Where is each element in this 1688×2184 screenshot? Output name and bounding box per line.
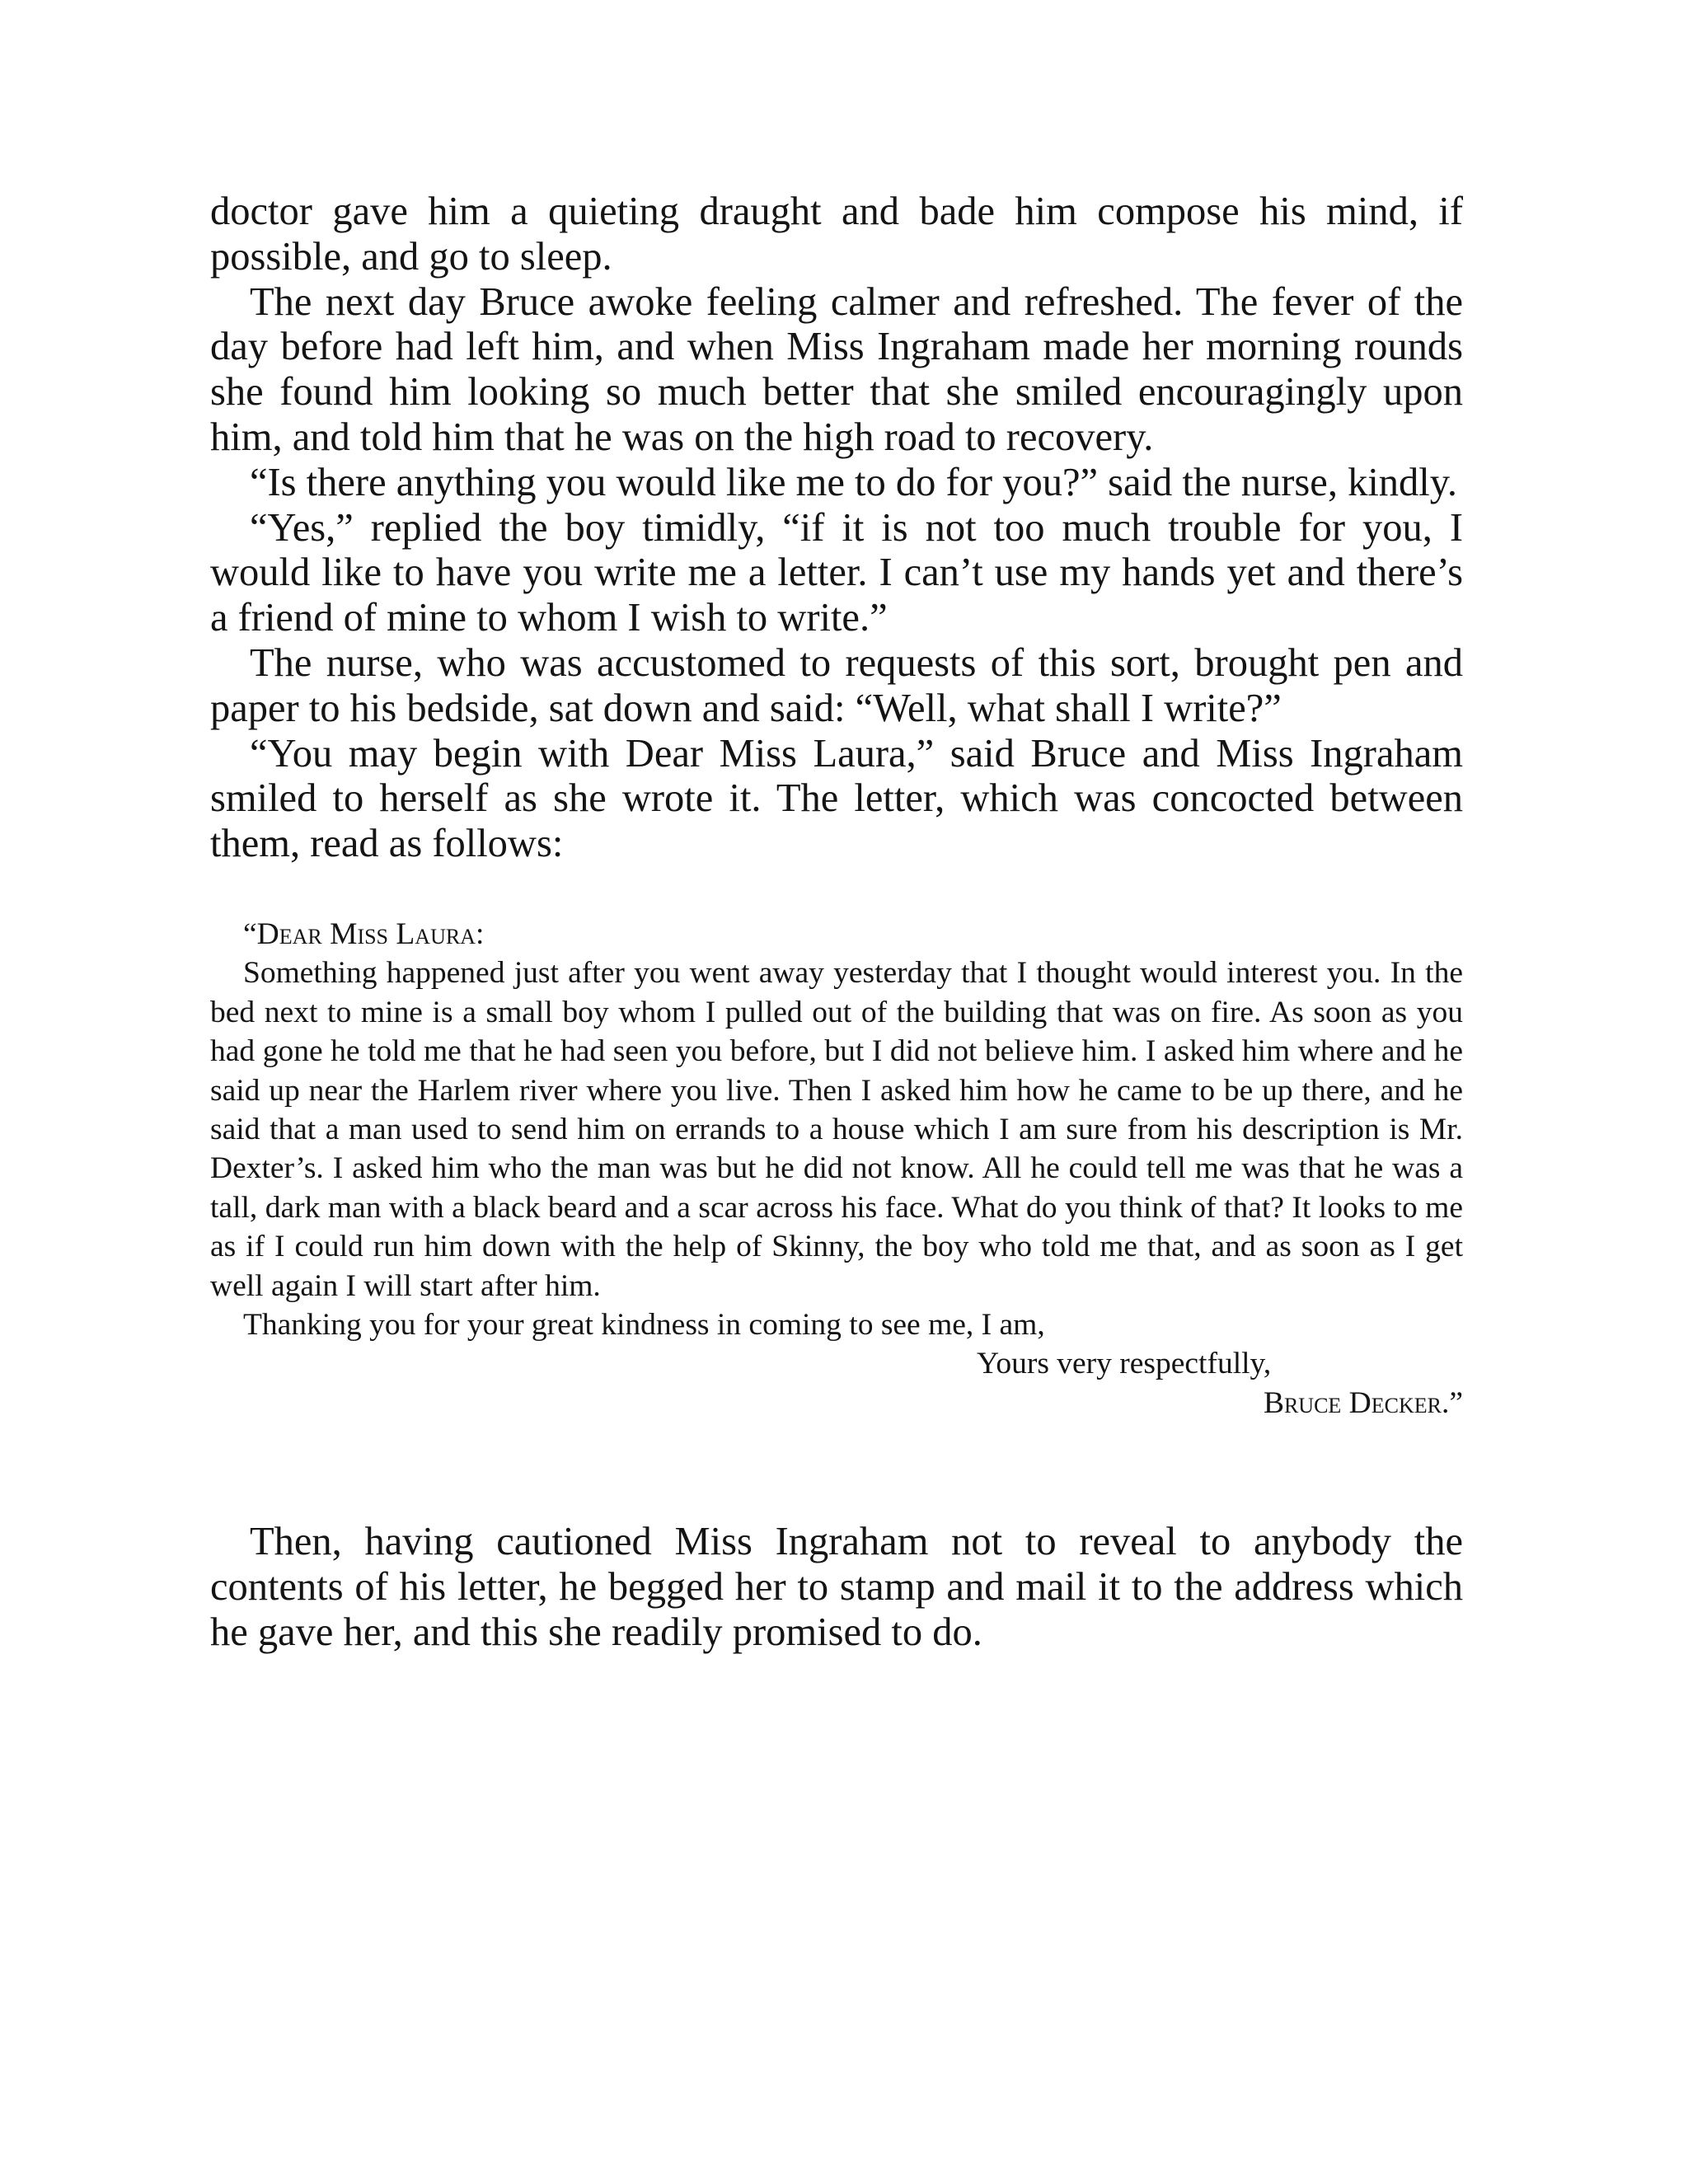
letter-closing: Thanking you for your great kindness in coming to see me, I am,: [243, 1308, 1045, 1343]
narrative-text: [210, 190, 1463, 867]
book-page: [210, 190, 1463, 1656]
letter-body: Something happened just after you went away yesterday that I thought would interest you. In the bed next to mine is a small boy whom I pulled out of the building that was on fire. As soon as you had gone he told me that he had seen you before, but I did not believe him. I asked him where and he said up near the Harlem river where you live. Then I asked him how he came to be up there, and he said that a man used to send him on errands to a house which I am sure from his description is Mr. Dexter’s. I asked him who the man was but he did not know. All he could tell me was that he was a tall, dark man with a black beard and a scar across his face. What do you think of that? It looks to me as if I could run him down with the help of Skinny, the boy who told me that, and as soon as I get well again I will start after him.: [210, 956, 1463, 1303]
paragraph: The nurse, who was accustomed to requests of this sort, brought pen and paper to his bedside, sat down and said: “Well, what shall I write?”: [210, 640, 1463, 730]
paragraph: “Is there anything you would like me to do for you?” said the nurse, kindly.: [250, 460, 1457, 504]
letter-salutation: “Dear Miss Laura:: [243, 916, 485, 951]
letter-block: [210, 915, 1463, 1422]
letter-valediction: Yours very respectfully,: [977, 1347, 1272, 1381]
paragraph: Then, having cautioned Miss Ingraham not to reveal to anybody the contents of his letter, he begged her to stamp and mail it to the address which he gave her, and this she readily promised to do.: [210, 1520, 1463, 1654]
paragraph: “Yes,” replied the boy timidly, “if it is not too much trouble for you, I would like to have you write me a letter. I can’t use my hands yet and there’s a friend of mine to whom I wish to write.”: [210, 505, 1463, 640]
paragraph: doctor gave him a quieting draught and bade him compose his mind, if possible, and go to sleep.: [210, 190, 1463, 279]
paragraph: “You may begin with Dear Miss Laura,” said Bruce and Miss Ingraham smiled to herself as she wrote it. The letter, which was concocted between them, read as follows:: [210, 731, 1463, 866]
letter-signature: Bruce Decker.”: [1263, 1385, 1463, 1420]
closing-narrative: [210, 1520, 1463, 1655]
paragraph: The next day Bruce awoke feeling calmer and refreshed. The fever of the day before had left him, and when Miss Ingraham made her morning rounds she found him looking so much better that she smiled encouragingly upon him, and told him that he was on the high road to recovery.: [210, 279, 1463, 459]
